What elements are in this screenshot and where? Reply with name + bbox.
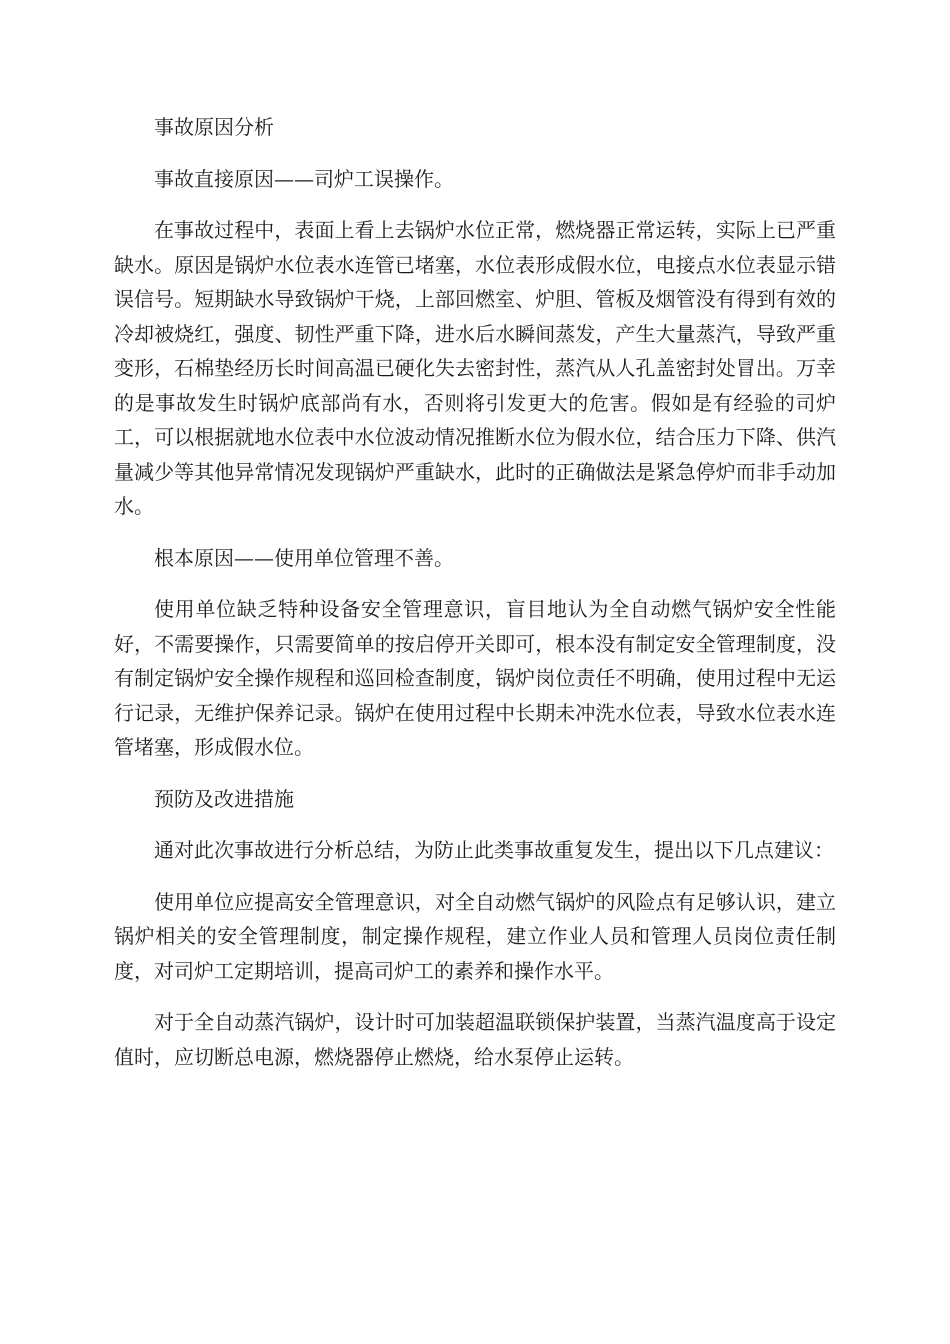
paragraph-direct-cause-detail: 在事故过程中，表面上看上去锅炉水位正常，燃烧器正常运转，实际上已严重缺水。原因是锅炉水位表水连管已堵塞，水位表形成假水位，电接点水位表显示错误信号。短期缺水导致锅炉干烧，上部回燃室、炉胆、管板及烟管没有得到有效的冷却被烧红，强度、韧性严重下降，进水后水瞬间蒸发，产生大量蒸汽，导致严重变形，石棉垫经历长时间高温已硬化失去密封性，蒸汽从人孔盖密封处冒出。万幸的是事故发生时锅炉底部尚有水，否则将引发更大的危害。假如是有经验的司炉工，可以根据就地水位表中水位波动情况推断水位为假水位，结合压力下降、供汽量减少等其他异常情况发现锅炉严重缺水，此时的正确做法是紧急停炉而非手动加水。 xyxy=(114,218,836,518)
subheading-root-cause: 根本原因——使用单位管理不善。 xyxy=(154,545,454,570)
subheading-direct-cause: 事故直接原因——司炉工误操作。 xyxy=(154,166,454,191)
paragraph-recommendation-2: 对于全自动蒸汽锅炉，设计时可加装超温联锁保护装置，当蒸汽温度高于设定值时，应切断总电源，燃烧器停止燃烧，给水泵停止运转。 xyxy=(114,1010,836,1069)
paragraph-root-cause-detail: 使用单位缺乏特种设备安全管理意识，盲目地认为全自动燃气锅炉安全性能好，不需要操作，只需要简单的按启停开关即可，根本没有制定安全管理制度，没有制定锅炉安全操作规程和巡回检查制度，锅炉岗位责任不明确，使用过程中无运行记录，无维护保养记录。锅炉在使用过程中长期未冲洗水位表，导致水位表水连管堵塞，形成假水位。 xyxy=(114,597,836,759)
paragraph-recommendation-1: 使用单位应提高安全管理意识，对全自动燃气锅炉的风险点有足够认识，建立锅炉相关的安全管理制度，制定操作规程，建立作业人员和管理人员岗位责任制度，对司炉工定期培训，提高司炉工的素养和操作水平。 xyxy=(114,889,836,983)
section-heading-prevention: 预防及改进措施 xyxy=(154,786,294,811)
section-heading-cause-analysis: 事故原因分析 xyxy=(154,115,274,139)
document-page xyxy=(114,110,836,1091)
paragraph-prevention-intro: 通对此次事故进行分析总结，为防止此类事故重复发生，提出以下几点建议： xyxy=(154,838,834,862)
